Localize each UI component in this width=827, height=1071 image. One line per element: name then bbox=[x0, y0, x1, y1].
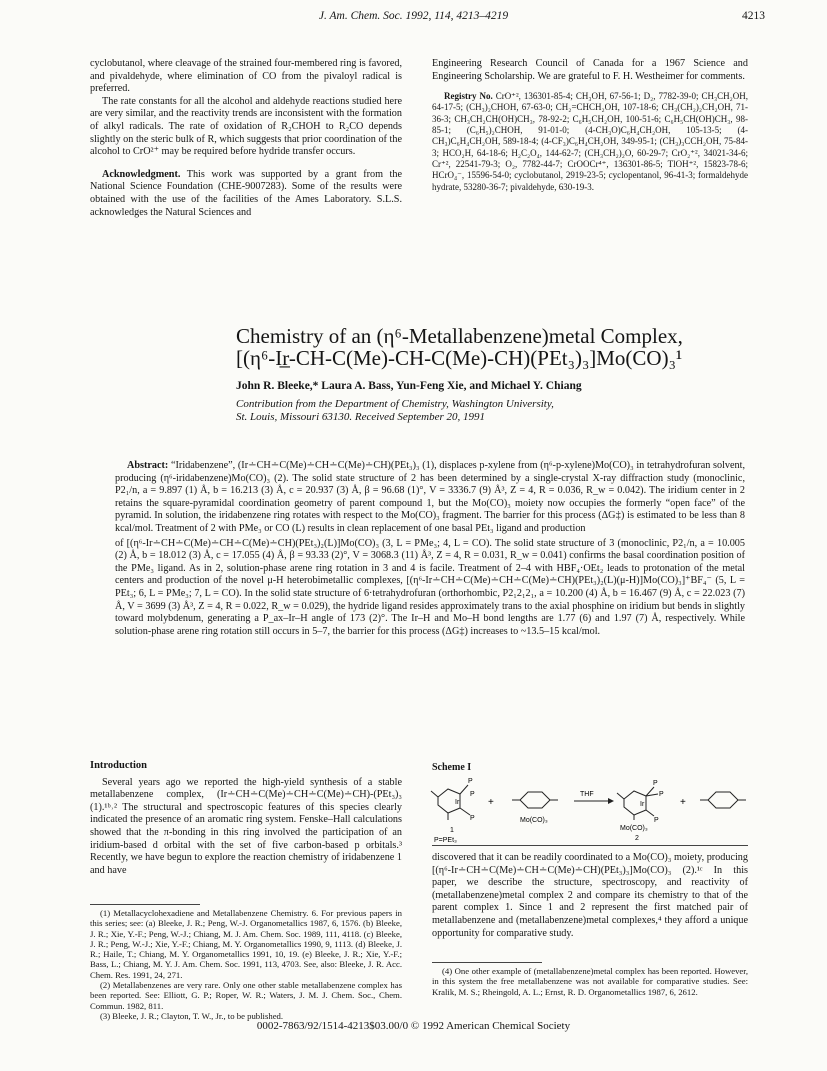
title-line-1: Chemistry of an (η⁶-Metallabenzene)metal Complex, bbox=[236, 324, 683, 348]
bond bbox=[460, 808, 470, 815]
author-list: John R. Bleeke,* Laura A. Bass, Yun-Feng Xie, and Michael Y. Chiang bbox=[236, 380, 582, 392]
paragraph: cyclobutanol, where cleavage of the strained four-membered ring is favored, and pivaldehyde, where elimination of CO from the pivaloyl radical is preferred. bbox=[90, 58, 402, 95]
reaction-scheme bbox=[428, 772, 758, 844]
compound-2-label: 2 bbox=[635, 835, 639, 842]
left-column-top bbox=[90, 58, 402, 219]
footnote: (1) Metallacyclohexadiene and Metallabenzene Chemistry. 6. For previous papers in this series; see: (a) Bleeke, J. R.; Peng, W.-J. Organometallics 1987, 6, 1576. (b) Bleeke, J. R.; Xie, Y.-F.; Peng, W.-J.; Chiang, M. J. Am. Chem. Soc. 1989, 111, 4118. (c) Bleeke, J. R.; Peng, W.-J.; Xie, Y.-F.; Chiang, M. Y. Organometallics 1990, 9, 1113. (d) Bleeke, J. R.; Haile, T.; Chiang, M. Y. Organometallics 1991, 10, 19. (e) Bleeke, J. R.; Xie, Y.-F.; Bass, L.; Chiang, M. Y. J. Am. Chem. Soc. 1991, 113, 4703. See, also: Bleeke, J. R. Acc. Chem. Res. 1991, 24, 271. bbox=[90, 908, 402, 980]
bond bbox=[646, 810, 654, 816]
article-title bbox=[236, 325, 756, 369]
running-header bbox=[0, 10, 827, 28]
arrow-head bbox=[608, 798, 614, 804]
ir-label: Ir bbox=[455, 799, 460, 806]
footnote: (4) One other example of (metallabenzene)metal complex has been reported. However, in this system the free metallabenzene was not available for comparative studies. See: Kralik, M. S.; Rheingold, A. L.; Ernst, R. D. Organometallics 1987, 6, 2612. bbox=[432, 966, 748, 997]
registry-text: CrO⁺², 136301-85-4; CH₃OH, 67-56-1; D₂, 7782-39-0; CH₃CH₂OH, 64-17-5; (CH₃)₂CHOH, 67-63-0; CH₂=CHCH₂OH, 107-18-6; CH₃(CH₂)₂CH₂OH, 71-36-3; CH₃CH₂CH(OH)CH₃, 78-92-2; C₆H₅CH₂OH, 100-51-6; C₆H₅CH(OH)CH₃, 98-85-1; (C₆H₅)₂CHOH, 91-01-0; (4-CH₃O)C₆H₄CH₂OH, 105-13-5; (4-CH₃)C₆H₄CH₂OH, 589-18-4; (4-CF₃)C₆H₄CH₂OH, 349-95-1; (CH₃)₃CCH₂OH, 75-84-3; HCO₂H, 64-18-6; H₂C₂O₄, 144-62-7; (CH₃CH₂)₂O, 60-29-7; CrO₂⁺², 34021-34-6; Cr⁺², 22541-79-3; O₂, 7782-44-7; CrOOCr⁴⁺, 136301-86-5; TlOH⁺², 15823-78-6; HCrO₄⁻, 15596-54-0; cyclobutanol, 2919-23-5; cyclopentanol, 96-41-3; formaldehyde hydrate, 53280-36-7; pivaldehyde, 630-19-3. bbox=[432, 91, 748, 192]
plus-sign: + bbox=[488, 797, 494, 808]
page-footer: 0002-7863/92/1514-4213$03.00/0 © 1992 American Chemical Society bbox=[256, 1020, 571, 1032]
xylene-ring bbox=[520, 792, 550, 808]
paragraph: Engineering Research Council of Canada for a 1967 Science and Engineering Scholarship. We are grateful to F. H. Westheimer for comments. bbox=[432, 58, 748, 82]
mo-co3-label: Mo(CO)₃ bbox=[520, 817, 548, 824]
paragraph: The rate constants for all the alcohol and aldehyde reactions studied here are very similar, and the reactivity trends are inconsistent with the formation of alkyl radicals. The rate of oxidation of R₂CHOH to R₂CO depends slightly on the steric bulk of R, which suggests that prior coordination of the alcohol to CrO²⁺ may be required before hydride transfer occurs. bbox=[90, 95, 402, 158]
plus-sign: + bbox=[680, 797, 686, 808]
p-label: P bbox=[470, 791, 475, 798]
scheme-rule bbox=[432, 845, 748, 846]
scheme-title: Scheme I bbox=[432, 762, 472, 773]
section-heading: Introduction bbox=[90, 760, 147, 771]
solvent-label: THF bbox=[580, 791, 594, 798]
scheme-drawing bbox=[428, 772, 758, 844]
introduction bbox=[90, 760, 402, 877]
footnote-rule bbox=[432, 962, 542, 963]
acknowledgment-text: This work was supported by a grant from the National Science Foundation (CHE-9007283). Some of the results were obtained with the use of the facilities of the Ames Laboratory. S.L.S. acknowledges the Natural Sciences and bbox=[90, 168, 402, 218]
journal-citation: J. Am. Chem. Soc. 1992, 114, 4213–4219 bbox=[318, 10, 509, 22]
right-column-top bbox=[432, 58, 748, 193]
p-label: P bbox=[654, 817, 659, 824]
methyl-bond bbox=[431, 791, 438, 797]
p-label: P bbox=[468, 778, 473, 785]
intro-paragraph: Several years ago we reported the high-yield synthesis of a stable metallabenzene complex, (Ir∸CH∸C(Me)∸CH∸C(Me)∸CH)-(PEt₃)₃ (1).¹ᵇ˒² The structural and spectroscopic features of this species clearly indicated the presence of an aromatic ring system. Fenske–Hall calculations showed that the π-bonding in this ring involved the participation of an iridium-based d orbital with the set of five carbon-based p orbitals.³ Recently, we have begun to explore the reaction chemistry of iridabenzene 1 and have bbox=[90, 776, 402, 876]
bond bbox=[460, 785, 468, 794]
methyl-bond bbox=[617, 793, 624, 799]
abstract-text-1: “Iridabenzene”, (Ir∸CH∸C(Me)∸CH∸C(Me)∸CH)(PEt₃)₃ (1), displaces p-xylene from (η⁶-p-xylene)Mo(CO)₃ in tetrahydrofuran solvent, producing (η⁶-iridabenzene)Mo(CO)₃ (2). The solid state structure of 2 has been determined by a single-crystal X-ray diffraction study (monoclinic, P2₁/n, a = 9.897 (1) Å, b = 16.213 (3) Å, c = 20.937 (3) Å, β = 96.68 (1)°, V = 3336.7 (9) Å³, Z = 4, R = 0.036, R_w = 0.042). The iridium center in 2 retains the square-pyramidal coordination geometry of parent compound 1, but the Mo(CO)₃ moiety now occupies the formerly “open face” of the pyramid. In solution, the iridabenzene ring rotates with respect to the Mo(CO)₃ fragment. The barrier for this process (ΔG‡) is estimated to be less than 8 kcal/mol. Treatment of 2 with PMe₃ or CO (L) results in clean replacement of one basal PEt₃ ligand and production bbox=[115, 460, 745, 534]
right-column-body bbox=[432, 852, 748, 940]
abstract-label: Abstract: bbox=[127, 460, 169, 471]
acknowledgment bbox=[90, 169, 402, 219]
abstract bbox=[115, 460, 745, 638]
title-line-2: [(η⁶-Ir̲-CH-C(Me)-CH-C(Me)-CH)(PEt₃)₃]Mo(CO)₃¹ bbox=[236, 346, 683, 370]
p-definition: P=PEt₃ bbox=[434, 837, 457, 844]
registry-label: Registry No. bbox=[444, 91, 493, 102]
footnotes-right bbox=[432, 966, 748, 997]
affiliation-line-1: Contribution from the Department of Chemistry, Washington University, bbox=[236, 398, 554, 410]
registry-numbers bbox=[432, 91, 748, 193]
compound-1-label: 1 bbox=[450, 827, 454, 834]
abstract-text-2: of [(η⁶-Ir∸CH∸C(Me)∸CH∸C(Me)∸CH)(PEt₃)₂(L)]Mo(CO)₃ (3, L = PMe₃; 4, L = CO). The solid state structure of 3 (monoclinic, P2₁/n, a = 10.005 (2) Å, b = 18.012 (3) Å, c = 17.055 (4) Å, β = 93.33 (2)°, V = 3068.3 (11) Å³, Z = 4, R = 0.031, R_w = 0.041) confirms the basal coordination position of the PMe₃ ligand. As in 2, solution-phase arene ring rotation in 3 and 4 is facile. Treatment of 2–4 with HBF₄·OEt₂ leads to protonation of the metal centers and production of the novel μ-H heterobimetallic complexes, [(η⁶-Ir∸CH∸C(Me)∸CH∸C(Me)∸CH)(PEt₃)₂(L)(μ-H)]Mo(CO)₃]⁺BF₄⁻ (5, L = PEt₃; 6, L = PMe₃; 7, L = CO). In the solid state structure of 6·tetrahydrofuran (orthorhombic, P2₁2₁2₁, a = 10.200 (4) Å, b = 16.467 (9) Å, c = 22.023 (7) Å, V = 3699 (3) Å³, Z = 4, R = 0.022, R_w = 0.029), the hydride ligand resides approximately trans to the axial phosphine on iridium but bends in slightly toward molybdenum, generating a P_ax–Ir–H angle of 173 (2)°. The Ir–H and Mo–H bond lengths are 1.77 (6) and 1.97 (7) Å, respectively. While solution-phase arene ring rotation still occurs in 5–7, the barrier for this process (ΔG‡) increases to ~13.5–15 kcal/mol. bbox=[115, 537, 745, 637]
footnote: (2) Metallabenzenes are very rare. Only one other stable metallabenzene complex has been reported. See: Elliott, G. P.; Roper, W. R.; Waters, J. M. J. Chem. Soc., Chem. Commun. 1982, 811. bbox=[90, 980, 402, 1011]
abstract-paragraph-1 bbox=[115, 460, 745, 536]
xylene-ring bbox=[708, 792, 738, 808]
acknowledgment-label: Acknowledgment. bbox=[102, 168, 181, 180]
footnote-rule bbox=[90, 904, 200, 905]
paragraph: discovered that it can be readily coordinated to a Mo(CO)₃ moiety, producing [(η⁶-Ir∸CH∸C(Me)∸CH∸C(Me)∸CH)(PEt₃)₃]Mo(CO)₃ (2).¹ᶜ In this paper, we describe the structure, spectroscopy, and reactivity of (metallabenzene)metal complex 2 and compare its chemistry to that of the parent complex 1. Since 1 and 2 represent the first matched pair of metallabenzene and (metallabenzene)metal complexes,⁴ they afford a unique opportunity for comparative study. bbox=[432, 852, 748, 939]
p-label: P bbox=[659, 791, 664, 798]
p-label: P bbox=[653, 780, 658, 787]
affiliation bbox=[236, 398, 636, 424]
mo-co3-label: Mo(CO)₃ bbox=[620, 825, 648, 832]
affiliation-line-2: St. Louis, Missouri 63130. Received September 20, 1991 bbox=[236, 411, 485, 423]
footnotes-left bbox=[90, 908, 402, 1021]
page-number: 4213 bbox=[742, 10, 765, 22]
ir-label: Ir bbox=[640, 801, 645, 808]
p-label: P bbox=[470, 815, 475, 822]
footnote: (3) Bleeke, J. R.; Clayton, T. W., Jr., to be published. bbox=[100, 1010, 284, 1021]
